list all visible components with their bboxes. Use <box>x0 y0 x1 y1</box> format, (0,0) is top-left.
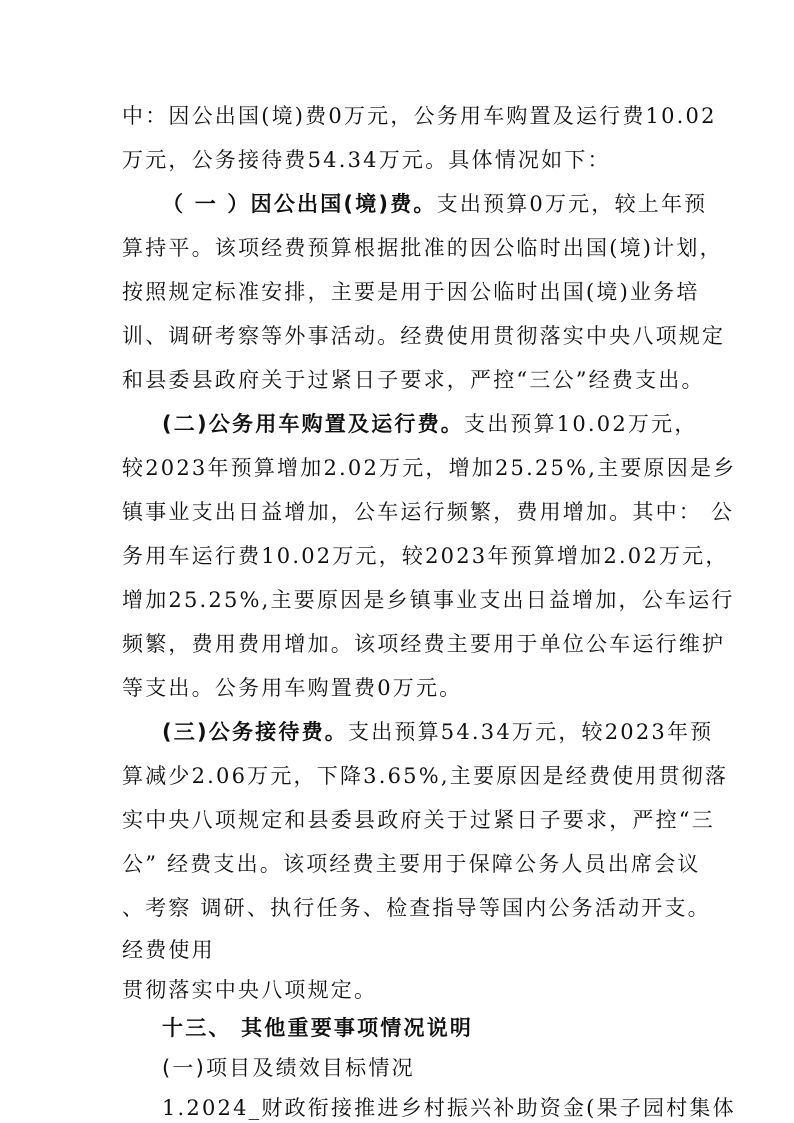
body-line: 公” 经费支出。该项经费主要用于保障公务人员出席会议 <box>122 852 701 876</box>
section-2-paragraph-start <box>162 409 698 439</box>
project-line: 1.2024_财政衔接推进乡村振兴补助资金(果子园村集体 <box>162 1096 736 1120</box>
body-line: 较2023年预算增加2.02万元，增加25.25%,主要原因是乡 <box>122 456 737 480</box>
body-line: 算持平。该项经费预算根据批准的因公临时出国(境)计划， <box>122 236 723 260</box>
body-line: 、考察 调研、执行任务、检查指导等国内公务活动开支。 <box>122 896 711 920</box>
section-3-text: 支出预算54.34万元，较2023年预 <box>348 720 714 744</box>
section-2-heading: (二)公务用车购置及运行费。 <box>162 412 464 436</box>
section-1-heading: （ 一 ）因公出国(境)费。 <box>162 192 437 216</box>
body-line: 按照规定标准安排，主要是用于因公临时出国(境)业务培 <box>122 280 700 304</box>
body-line: 务用车运行费10.02万元，较2023年预算增加2.02万元， <box>122 544 729 568</box>
body-line: 频繁，费用费用增加。该项经费主要用于单位公车运行维护 <box>122 632 726 656</box>
body-line: 算减少2.06万元，下降3.65%,主要原因是经费使用贯彻落 <box>122 764 729 788</box>
body-line: 实中央八项规定和县委县政府关于过紧日子要求，严控“三 <box>122 808 715 832</box>
body-line: 贯彻落实中央八项规定。 <box>122 978 378 1002</box>
body-line: 训、调研考察等外事活动。经费使用贯彻落实中央八项规定 <box>122 324 726 348</box>
section-2-text: 支出预算10.02万元， <box>464 412 698 436</box>
subsection-1-heading: (一)项目及绩效目标情况 <box>162 1056 415 1080</box>
body-line: 增加25.25%,主要原因是乡镇事业支出日益增加，公车运行 <box>122 588 735 612</box>
section-3-heading: (三)公务接待费。 <box>162 720 348 744</box>
section-1-paragraph-start <box>162 189 707 219</box>
section-3-paragraph-start <box>162 717 713 747</box>
body-line: 等支出。公务用车购置费0万元。 <box>122 676 463 700</box>
section-13-heading: 十三、 其他重要事项情况说明 <box>162 1016 474 1040</box>
body-line: 和县委县政府关于过紧日子要求，严控“三公”经费支出。 <box>122 368 705 392</box>
section-1-text: 支出预算0万元，较上年预 <box>436 192 708 216</box>
body-line: 经费使用 <box>122 938 215 962</box>
body-line: 万元，公务接待费54.34万元。具体情况如下： <box>122 148 611 172</box>
body-line: 镇事业支出日益增加，公车运行频繁，费用增加。其中： 公 <box>122 500 735 524</box>
body-line: 中：因公出国(境)费0万元，公务用车购置及运行费10.02 <box>122 104 717 128</box>
